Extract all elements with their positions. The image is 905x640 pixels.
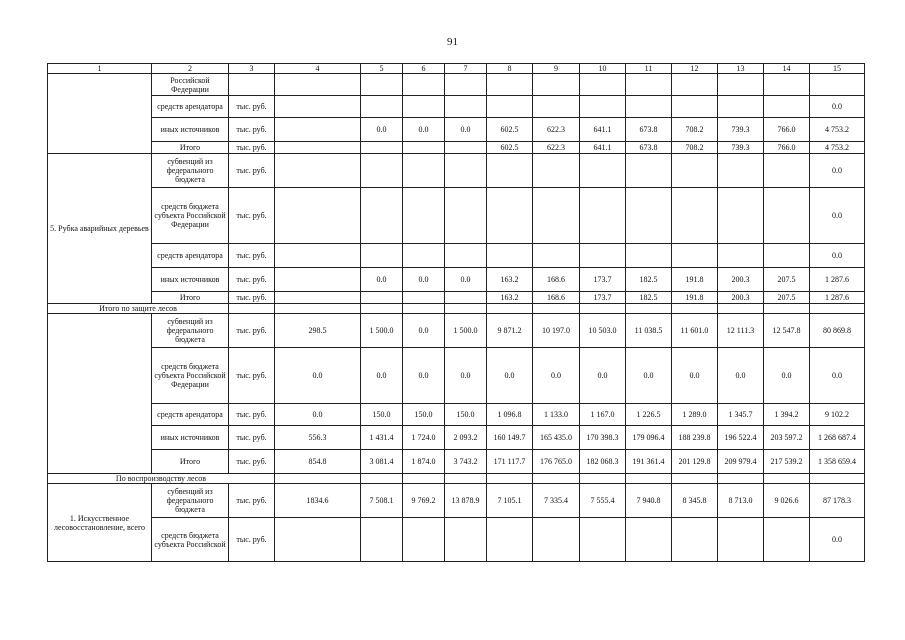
value-cell: [445, 292, 487, 304]
empty-cell: [810, 304, 865, 314]
value-cell: [361, 188, 403, 244]
value-cell: [580, 154, 626, 188]
value-cell: 4 753.2: [810, 118, 865, 142]
value-cell: [275, 292, 361, 304]
value-cell: [403, 188, 445, 244]
funding-source: Итого: [152, 292, 229, 304]
value-cell: 673.8: [626, 142, 672, 154]
value-cell: 10 503.0: [580, 314, 626, 348]
funding-source: субвенций из федерального бюджета: [152, 314, 229, 348]
funding-source: средств бюджета субъекта Российской: [152, 518, 229, 562]
unit-cell: тыс. руб.: [229, 244, 275, 268]
page-number: 91: [447, 36, 458, 48]
column-number-10: 10: [580, 64, 626, 74]
empty-cell: [361, 304, 403, 314]
value-cell: [580, 244, 626, 268]
value-cell: [764, 154, 810, 188]
column-number-15: 15: [810, 64, 865, 74]
value-cell: [764, 74, 810, 96]
value-cell: 12 111.3: [718, 314, 764, 348]
value-cell: [764, 188, 810, 244]
value-cell: 1 394.2: [764, 404, 810, 426]
section-title-row: [48, 474, 865, 484]
value-cell: 11 601.0: [672, 314, 718, 348]
value-cell: 168.6: [533, 292, 580, 304]
value-cell: 0.0: [626, 348, 672, 404]
value-cell: 8 345.8: [672, 484, 718, 518]
value-cell: [672, 74, 718, 96]
table-row: [48, 118, 865, 142]
value-cell: [403, 154, 445, 188]
empty-cell: [626, 474, 672, 484]
value-cell: 1 226.5: [626, 404, 672, 426]
value-cell: 201 129.8: [672, 450, 718, 474]
value-cell: 0.0: [810, 188, 865, 244]
empty-cell: [229, 304, 275, 314]
value-cell: 163.2: [487, 292, 533, 304]
value-cell: [487, 96, 533, 118]
value-cell: 602.5: [487, 142, 533, 154]
table-row: [48, 74, 865, 96]
value-cell: [445, 244, 487, 268]
table-row: [48, 426, 865, 450]
value-cell: 203 597.2: [764, 426, 810, 450]
empty-cell: [533, 474, 580, 484]
value-cell: [445, 96, 487, 118]
unit-cell: тыс. руб.: [229, 484, 275, 518]
column-number-7: 7: [445, 64, 487, 74]
empty-cell: [580, 474, 626, 484]
value-cell: [672, 188, 718, 244]
unit-cell: тыс. руб.: [229, 292, 275, 304]
funding-source: средств бюджета субъекта Российской Федерации: [152, 188, 229, 244]
value-cell: 200.3: [718, 292, 764, 304]
value-cell: 150.0: [361, 404, 403, 426]
value-cell: 165 435.0: [533, 426, 580, 450]
value-cell: [403, 244, 445, 268]
empty-cell: [764, 304, 810, 314]
empty-cell: [275, 304, 361, 314]
table-row: [48, 142, 865, 154]
value-cell: 622.3: [533, 118, 580, 142]
value-cell: 87 178.3: [810, 484, 865, 518]
value-cell: [275, 244, 361, 268]
value-cell: 298.5: [275, 314, 361, 348]
value-cell: [275, 188, 361, 244]
value-cell: [275, 74, 361, 96]
value-cell: [361, 518, 403, 562]
table-row: [48, 292, 865, 304]
value-cell: 168.6: [533, 268, 580, 292]
table-row: [48, 484, 865, 518]
value-cell: [580, 188, 626, 244]
value-cell: [718, 96, 764, 118]
value-cell: 0.0: [580, 348, 626, 404]
column-number-6: 6: [403, 64, 445, 74]
value-cell: [361, 154, 403, 188]
value-cell: 641.1: [580, 142, 626, 154]
value-cell: [626, 244, 672, 268]
value-cell: 173.7: [580, 268, 626, 292]
value-cell: [626, 154, 672, 188]
value-cell: 11 038.5: [626, 314, 672, 348]
value-cell: [403, 74, 445, 96]
unit-cell: тыс. руб.: [229, 268, 275, 292]
value-cell: 7 940.8: [626, 484, 672, 518]
table-row: [48, 518, 865, 562]
value-cell: 0.0: [487, 348, 533, 404]
value-cell: 182.5: [626, 268, 672, 292]
item-cell: [48, 74, 152, 154]
value-cell: 602.5: [487, 118, 533, 142]
column-number-1: 1: [48, 64, 152, 74]
value-cell: 641.1: [580, 118, 626, 142]
value-cell: 0.0: [361, 268, 403, 292]
unit-cell: тыс. руб.: [229, 142, 275, 154]
value-cell: [764, 244, 810, 268]
column-number-9: 9: [533, 64, 580, 74]
value-cell: 191 361.4: [626, 450, 672, 474]
unit-cell: тыс. руб.: [229, 450, 275, 474]
table-row: [48, 404, 865, 426]
value-cell: [718, 244, 764, 268]
value-cell: 7 555.4: [580, 484, 626, 518]
value-cell: 0.0: [403, 314, 445, 348]
value-cell: [275, 268, 361, 292]
value-cell: 708.2: [672, 142, 718, 154]
value-cell: [361, 244, 403, 268]
value-cell: 7 335.4: [533, 484, 580, 518]
unit-cell: тыс. руб.: [229, 154, 275, 188]
value-cell: 0.0: [275, 348, 361, 404]
value-cell: 0.0: [672, 348, 718, 404]
value-cell: [810, 74, 865, 96]
value-cell: 1 096.8: [487, 404, 533, 426]
section-title-row: [48, 304, 865, 314]
value-cell: 9 769.2: [403, 484, 445, 518]
value-cell: [361, 96, 403, 118]
value-cell: 0.0: [810, 348, 865, 404]
value-cell: [672, 518, 718, 562]
value-cell: 854.8: [275, 450, 361, 474]
column-number-row: [48, 64, 865, 74]
value-cell: 766.0: [764, 118, 810, 142]
empty-cell: [487, 304, 533, 314]
value-cell: 170 398.3: [580, 426, 626, 450]
value-cell: 0.0: [810, 244, 865, 268]
value-cell: [764, 518, 810, 562]
empty-cell: [403, 304, 445, 314]
table-row: [48, 188, 865, 244]
value-cell: 7 105.1: [487, 484, 533, 518]
value-cell: 0.0: [403, 348, 445, 404]
value-cell: 708.2: [672, 118, 718, 142]
value-cell: [672, 244, 718, 268]
value-cell: 0.0: [361, 118, 403, 142]
column-number-11: 11: [626, 64, 672, 74]
value-cell: 182.5: [626, 292, 672, 304]
funding-source: иных источников: [152, 426, 229, 450]
value-cell: 766.0: [764, 142, 810, 154]
table-row: [48, 154, 865, 188]
value-cell: 622.3: [533, 142, 580, 154]
value-cell: 171 117.7: [487, 450, 533, 474]
value-cell: 3 743.2: [445, 450, 487, 474]
value-cell: 173.7: [580, 292, 626, 304]
value-cell: 1 431.4: [361, 426, 403, 450]
value-cell: [626, 188, 672, 244]
value-cell: 191.8: [672, 292, 718, 304]
empty-cell: [764, 474, 810, 484]
value-cell: 1 358 659.4: [810, 450, 865, 474]
section-title: Итого по защите лесов: [48, 304, 229, 314]
column-number-5: 5: [361, 64, 403, 74]
value-cell: [718, 154, 764, 188]
funding-source: Итого: [152, 142, 229, 154]
value-cell: 163.2: [487, 268, 533, 292]
value-cell: [445, 154, 487, 188]
value-cell: 191.8: [672, 268, 718, 292]
value-cell: [626, 518, 672, 562]
value-cell: [533, 244, 580, 268]
value-cell: 1 167.0: [580, 404, 626, 426]
value-cell: [533, 188, 580, 244]
empty-cell: [275, 474, 361, 484]
value-cell: 1 500.0: [445, 314, 487, 348]
value-cell: [487, 154, 533, 188]
value-cell: 188 239.8: [672, 426, 718, 450]
value-cell: 1 345.7: [718, 404, 764, 426]
value-cell: 200.3: [718, 268, 764, 292]
value-cell: [445, 518, 487, 562]
item-cell: [48, 314, 152, 474]
empty-cell: [533, 304, 580, 314]
value-cell: 12 547.8: [764, 314, 810, 348]
value-cell: 1 724.0: [403, 426, 445, 450]
value-cell: [533, 74, 580, 96]
value-cell: 0.0: [764, 348, 810, 404]
value-cell: 0.0: [718, 348, 764, 404]
funding-source: субвенций из федерального бюджета: [152, 154, 229, 188]
empty-cell: [403, 474, 445, 484]
value-cell: 1 874.0: [403, 450, 445, 474]
value-cell: 1 287.6: [810, 292, 865, 304]
value-cell: 2 093.2: [445, 426, 487, 450]
value-cell: 0.0: [810, 518, 865, 562]
value-cell: 182 068.3: [580, 450, 626, 474]
value-cell: 160 149.7: [487, 426, 533, 450]
empty-cell: [361, 474, 403, 484]
column-number-8: 8: [487, 64, 533, 74]
empty-cell: [626, 304, 672, 314]
value-cell: [275, 154, 361, 188]
value-cell: [580, 518, 626, 562]
funding-source: средств бюджета субъекта Российской Федерации: [152, 348, 229, 404]
value-cell: [764, 96, 810, 118]
value-cell: 0.0: [533, 348, 580, 404]
value-cell: 0.0: [403, 268, 445, 292]
column-number-12: 12: [672, 64, 718, 74]
unit-cell: тыс. руб.: [229, 348, 275, 404]
empty-cell: [810, 474, 865, 484]
column-number-14: 14: [764, 64, 810, 74]
table-row: [48, 244, 865, 268]
value-cell: [361, 74, 403, 96]
value-cell: 0.0: [810, 96, 865, 118]
value-cell: 1 289.0: [672, 404, 718, 426]
value-cell: 0.0: [445, 268, 487, 292]
value-cell: [718, 74, 764, 96]
value-cell: [487, 188, 533, 244]
value-cell: [275, 518, 361, 562]
value-cell: 0.0: [275, 404, 361, 426]
funding-source: Российской Федерации: [152, 74, 229, 96]
item-title: 1. Искусственное лесовосстановление, всего: [48, 484, 152, 562]
value-cell: [445, 142, 487, 154]
section-title: По воспроизводству лесов: [48, 474, 275, 484]
table-row: [48, 314, 865, 348]
value-cell: [533, 96, 580, 118]
value-cell: [361, 292, 403, 304]
funding-source: иных источников: [152, 118, 229, 142]
unit-cell: тыс. руб.: [229, 118, 275, 142]
item-title: 5. Рубка аварийных деревьев: [48, 154, 152, 304]
value-cell: 13 878.9: [445, 484, 487, 518]
column-number-13: 13: [718, 64, 764, 74]
value-cell: 150.0: [445, 404, 487, 426]
value-cell: 1 268 687.4: [810, 426, 865, 450]
value-cell: [672, 96, 718, 118]
budget-table: [47, 63, 865, 562]
funding-source: субвенций из федерального бюджета: [152, 484, 229, 518]
unit-cell: тыс. руб.: [229, 314, 275, 348]
value-cell: 80 869.8: [810, 314, 865, 348]
value-cell: [626, 74, 672, 96]
empty-cell: [718, 304, 764, 314]
value-cell: [403, 518, 445, 562]
value-cell: [403, 142, 445, 154]
value-cell: 207.5: [764, 292, 810, 304]
value-cell: 7 508.1: [361, 484, 403, 518]
value-cell: [275, 142, 361, 154]
value-cell: 4 753.2: [810, 142, 865, 154]
value-cell: 1834.6: [275, 484, 361, 518]
unit-cell: тыс. руб.: [229, 96, 275, 118]
value-cell: 9 026.6: [764, 484, 810, 518]
value-cell: [403, 292, 445, 304]
value-cell: [580, 74, 626, 96]
funding-source: средств арендатора: [152, 244, 229, 268]
value-cell: [580, 96, 626, 118]
table-row: [48, 96, 865, 118]
value-cell: 556.3: [275, 426, 361, 450]
value-cell: 1 287.6: [810, 268, 865, 292]
value-cell: [626, 96, 672, 118]
value-cell: [445, 188, 487, 244]
value-cell: 0.0: [445, 348, 487, 404]
value-cell: 0.0: [403, 118, 445, 142]
value-cell: 1 500.0: [361, 314, 403, 348]
empty-cell: [580, 304, 626, 314]
value-cell: 10 197.0: [533, 314, 580, 348]
value-cell: [718, 188, 764, 244]
value-cell: 739.3: [718, 142, 764, 154]
unit-cell: тыс. руб.: [229, 404, 275, 426]
column-number-4: 4: [275, 64, 361, 74]
value-cell: [533, 518, 580, 562]
column-number-2: 2: [152, 64, 229, 74]
value-cell: 196 522.4: [718, 426, 764, 450]
table-row: [48, 450, 865, 474]
column-number-3: 3: [229, 64, 275, 74]
funding-source: иных источников: [152, 268, 229, 292]
value-cell: [533, 154, 580, 188]
value-cell: 739.3: [718, 118, 764, 142]
unit-cell: тыс. руб.: [229, 518, 275, 562]
empty-cell: [672, 474, 718, 484]
table-row: [48, 268, 865, 292]
value-cell: 179 096.4: [626, 426, 672, 450]
value-cell: [403, 96, 445, 118]
unit-cell: тыс. руб.: [229, 426, 275, 450]
unit-cell: тыс. руб.: [229, 188, 275, 244]
unit-cell: [229, 74, 275, 96]
value-cell: 8 713.0: [718, 484, 764, 518]
empty-cell: [718, 474, 764, 484]
value-cell: 0.0: [445, 118, 487, 142]
value-cell: 3 081.4: [361, 450, 403, 474]
value-cell: [718, 518, 764, 562]
empty-cell: [445, 304, 487, 314]
value-cell: 217 539.2: [764, 450, 810, 474]
value-cell: 176 765.0: [533, 450, 580, 474]
value-cell: [275, 118, 361, 142]
value-cell: 9 102.2: [810, 404, 865, 426]
value-cell: [487, 518, 533, 562]
value-cell: [445, 74, 487, 96]
value-cell: [672, 154, 718, 188]
funding-source: средств арендатора: [152, 404, 229, 426]
value-cell: [487, 244, 533, 268]
value-cell: 9 871.2: [487, 314, 533, 348]
table-row: [48, 348, 865, 404]
value-cell: 207.5: [764, 268, 810, 292]
value-cell: 673.8: [626, 118, 672, 142]
empty-cell: [487, 474, 533, 484]
value-cell: 0.0: [361, 348, 403, 404]
value-cell: 150.0: [403, 404, 445, 426]
value-cell: 209 979.4: [718, 450, 764, 474]
value-cell: [487, 74, 533, 96]
funding-source: Итого: [152, 450, 229, 474]
empty-cell: [672, 304, 718, 314]
value-cell: [275, 96, 361, 118]
value-cell: 1 133.0: [533, 404, 580, 426]
value-cell: 0.0: [810, 154, 865, 188]
empty-cell: [445, 474, 487, 484]
value-cell: [361, 142, 403, 154]
funding-source: средств арендатора: [152, 96, 229, 118]
